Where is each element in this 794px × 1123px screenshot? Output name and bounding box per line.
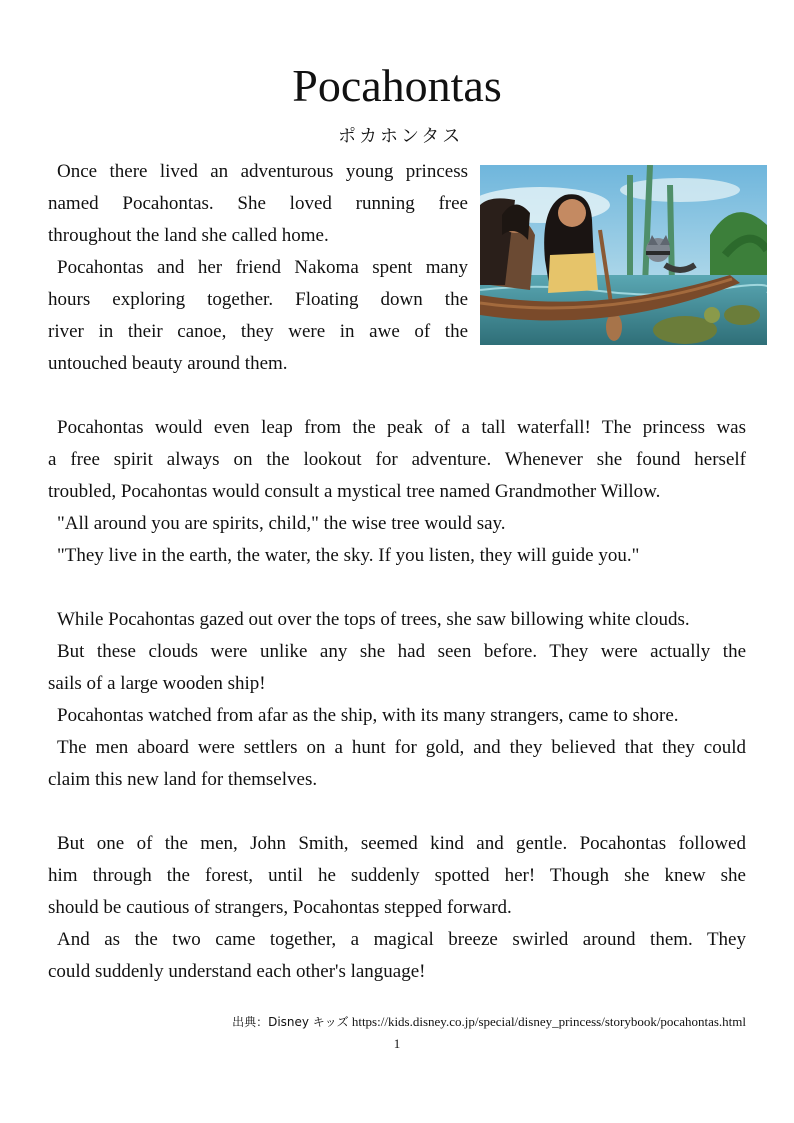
intro-paragraph [48, 156, 468, 380]
text-line: But these clouds were unlike any she had seen before. They were actually the [57, 641, 746, 662]
text-line: untouched beauty around them. [48, 353, 288, 374]
text-line: "All around you are spirits, child," the wise tree would say. [57, 513, 506, 534]
page-title: Pocahontas [292, 60, 502, 111]
text-line: should be cautious of strangers, Pocahontas stepped forward. [48, 897, 512, 918]
canoe-scene-icon [480, 165, 767, 345]
text-line: hours exploring together. Floating down the [48, 289, 468, 310]
source-citation [232, 1013, 746, 1031]
text-line: troubled, Pocahontas would consult a mystical tree named Grandmother Willow. [48, 481, 661, 502]
paragraph-ship [48, 604, 746, 796]
paragraph-waterfall [48, 412, 746, 572]
text-line: "They live in the earth, the water, the sky. If you listen, they will guide you." [57, 545, 640, 566]
source-url: https://kids.disney.co.jp/special/disney_princess/storybook/pocahontas.html [351, 1014, 746, 1029]
text-line: Once there lived an adventurous young princess [57, 161, 468, 182]
text-line: But one of the men, John Smith, seemed kind and gentle. Pocahontas followed [57, 833, 746, 854]
page-subtitle: ポカホンタス [338, 126, 464, 147]
text-line: named Pocahontas. She loved running free [48, 193, 468, 214]
text-line: could suddenly understand each other's language! [48, 961, 426, 982]
text-line: river in their canoe, they were in awe of the [48, 321, 468, 342]
text-line: claim this new land for themselves. [48, 769, 318, 790]
pocahontas-canoe-illustration [480, 165, 767, 345]
text-line: Pocahontas and her friend Nakoma spent many [57, 257, 468, 278]
source-label: 出典：Disney キッズ [232, 1015, 349, 1029]
text-line: throughout the land she called home. [48, 225, 329, 246]
text-line: Pocahontas watched from afar as the ship, with its many strangers, came to shore. [57, 705, 679, 726]
text-line: While Pocahontas gazed out over the tops of trees, she saw billowing white clouds. [57, 609, 690, 630]
text-line: him through the forest, until he suddenly spotted her! Though she knew she [48, 865, 746, 886]
text-line: a free spirit always on the lookout for adventure. Whenever she found herself [48, 449, 746, 470]
text-line: And as the two came together, a magical breeze swirled around them. They [57, 929, 746, 950]
text-line: sails of a large wooden ship! [48, 673, 266, 694]
text-line: Pocahontas would even leap from the peak of a tall waterfall! The princess was [57, 417, 746, 438]
page-number: 1 [393, 1036, 401, 1051]
text-line: The men aboard were settlers on a hunt for gold, and they believed that they could [57, 737, 746, 758]
paragraph-john-smith [48, 828, 746, 988]
